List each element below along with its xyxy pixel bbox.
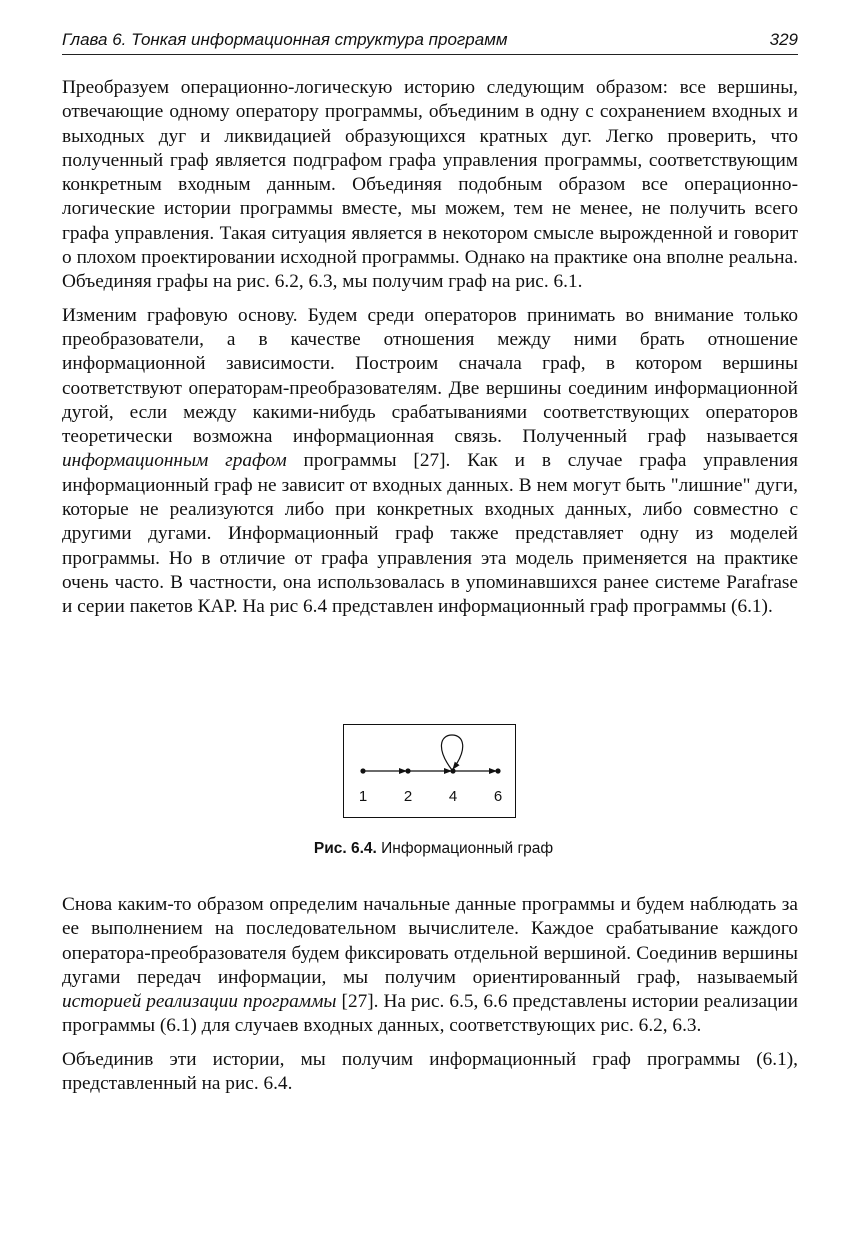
figure-caption	[0, 840, 867, 858]
node-label: 4	[448, 788, 458, 805]
caption-text: Информационный граф	[376, 840, 554, 857]
caption-number: Рис. 6.4.	[313, 840, 377, 857]
paragraph	[62, 304, 798, 620]
node-1	[360, 768, 365, 773]
node-label: 6	[493, 788, 503, 805]
paragraph: Объединив эти истории, мы получим информационный граф программы (6.1), представленный на рис. 6.4.	[62, 1048, 798, 1095]
node-label: 2	[403, 788, 413, 805]
node-6	[495, 768, 500, 773]
self-loop-edge-4	[441, 735, 462, 770]
body-text-bottom	[62, 893, 798, 1105]
body-text-top	[62, 76, 798, 629]
information-graph-figure	[343, 724, 516, 818]
paragraph-text: [27]. На рис. 6.5, 6.6 представлены истории реализации программы (6.1) для случаев входных данных, соответствующих рис. 6.2, 6.3.	[62, 991, 799, 1037]
paragraph-text: Изменим графовую основу. Будем среди операторов принимать во внимание только преобразователи, а в качестве отношения между ними брать отношение информационной зависимости. Построим сначала граф, в котором вершины соответствуют операторам-преобразователям. Две вершины соединим информационной дугой, если между какими-нибудь срабатываниями соответствующих операторов теоретически возможна информационная связь. Полученный граф называется	[62, 304, 798, 448]
italic-term: историей реализации программы	[62, 991, 337, 1013]
node-2	[405, 768, 410, 773]
paragraph-text: программы [27]. Как и в случае графа управления информационный граф не зависит от входных данных. В нем могут быть "лишние" дуги, которые не реализуются либо при конкретных входных данных, либо совместно с другими дугами. Информационный граф также представляет одну из моделей программы. Но в отличие от графа управления эта модель применяется на практике очень часто. В частности, она использовалась в упоминавшихся ранее системе Parafrase и серии пакетов КАР. На рис 6.4 представлен информационный граф программы (6.1).	[62, 450, 798, 618]
node-4	[450, 768, 455, 773]
node-label: 1	[358, 788, 368, 805]
paragraph	[62, 893, 798, 1039]
chapter-title: Глава 6. Тонкая информационная структура программ	[62, 30, 508, 49]
italic-term: информационным графом	[62, 450, 287, 472]
page-number: 329	[769, 30, 798, 49]
paragraph-text: Снова каким-то образом определим начальные данные программы и будем наблюдать за ее выполнением на последовательном вычислителе. Каждое срабатывание каждого оператора-преобразователя будем фиксировать отдельной вершиной. Соединив вершины дугами передач информации, мы получим ориентированный граф, называемый	[62, 894, 798, 988]
paragraph: Преобразуем операционно-логическую историю следующим образом: все вершины, отвечающие одному оператору программы, объединим в одну с сохранением входных и выходных дуг и ликвидацией образующихся кратных дуг. Легко проверить, что полученный граф является подграфом графа управления программы, соответствующим конкретным входным данным. Объединяя подобным образом все операционно-логические истории программы вместе, мы можем, тем не менее, не получить всего графа управления. Такая ситуация является в некотором смысле вырожденной и говорит о плохом проектировании исходной программы. Однако на практике она вполне реальна. Объединяя графы на рис. 6.2, 6.3, мы получим граф на рис. 6.1.	[62, 77, 798, 293]
running-head	[62, 28, 798, 55]
